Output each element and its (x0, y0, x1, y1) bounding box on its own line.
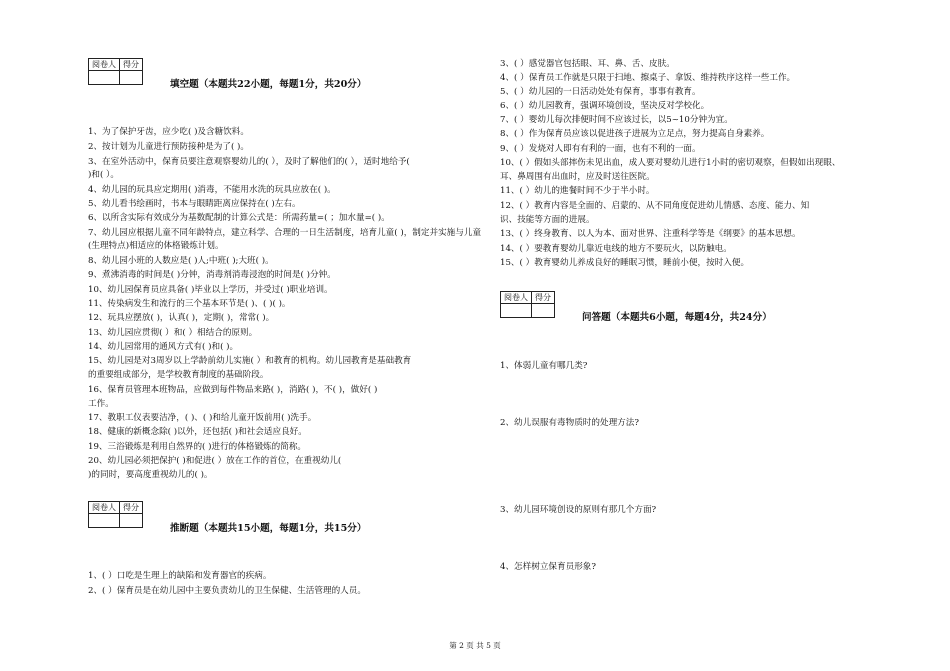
fill-line: 16、保育员管理本班物品，应做到每件物品来路( )，消路( )，不( )，做好( ) (88, 385, 378, 395)
score-label: 得分 (120, 502, 143, 514)
fill-section-title: 填空题（本题共22小题，每题1分，共20分） (170, 79, 367, 90)
qa-question: 1、体弱儿童有哪几类? (500, 361, 588, 371)
fill-line: 18、健康的新概念除( )以外，还包括( )和社会适应良好。 (88, 427, 307, 437)
score-box-judge (88, 501, 143, 528)
qa-section-title: 问答题（本题共6小题，每题4分，共24分） (582, 312, 772, 323)
score-box-qa (500, 291, 555, 318)
fill-line: 1、为了保护牙齿，应少吃( )及含糖饮料。 (88, 127, 249, 137)
reviewer-label: 阅卷人 (89, 502, 120, 514)
reviewer-cell[interactable] (501, 304, 532, 318)
reviewer-cell[interactable] (89, 514, 120, 528)
fill-line: 15、幼儿园是对3周岁以上学龄前幼儿实施( ）和教育的机构。幼儿园教育是基础教育 (88, 356, 412, 366)
judge-line: 14、( ）要教育婴幼儿靠近电线的地方不要玩火，以防触电。 (500, 244, 732, 254)
judge-line: 4、( ）保育员工作就是只限于扫地、擦桌子、拿饭、维持秩序这样一些工作。 (500, 73, 796, 83)
judge-line: 8、( ）作为保育员应该以促进孩子进展为立足点，努力提高自身素养。 (500, 129, 770, 139)
judge-line: 6、( ）幼儿园教育，强调环境创设，坚决反对学校化。 (500, 101, 710, 111)
fill-line: 5、幼儿看书绘画时，书本与眼睛距离应保持在( )左右。 (88, 199, 301, 209)
fill-line: 3、在室外活动中，保育员要注意观察婴幼儿的( ），及时了解他们的( ），适时地给予( (88, 157, 410, 167)
fill-line: 17、教职工仪表要洁净，( )、( )和给儿童开饭前用( )洗手。 (88, 413, 317, 423)
judge-line: 12、( ）教育内容是全面的、启蒙的、从不同角度促进幼儿情感、态度、能力、知 (500, 201, 810, 211)
judge-line: 7、( ）婴幼儿每次排便时间不应该过长，以5~10分钟为宜。 (500, 115, 733, 125)
judge-line: 10、( ）假如头部摔伤未见出血，成人要对婴幼儿进行1小时的密切观察，但假如出现眼、 (500, 158, 841, 168)
page-footer: 第 2 页 共 5 页 (449, 641, 501, 650)
fill-line: 9、煮沸消毒的时间是( )分钟，消毒剂消毒浸泡的时间是( )分钟。 (88, 270, 336, 280)
reviewer-cell[interactable] (89, 71, 120, 85)
judge-line: 13、( ）终身教育、以人为本、面对世界、注重科学等是《纲要》的基本思想。 (500, 229, 801, 239)
judge-line: 9、( ）发烧对人即有有利的一面，也有不利的一面。 (500, 144, 701, 154)
judge-line: 5、( ）幼儿园的一日活动处处有保育，事事有教育。 (500, 87, 701, 97)
fill-line: 8、幼儿园小班的人数应是( )人;中班( );大班( )。 (88, 256, 274, 266)
fill-line: 10、幼儿园保育员应具备( )毕业以上学历，并受过( )职业培训。 (88, 285, 333, 295)
fill-line: 2、按计划为儿童进行预防接种是为了( )。 (88, 142, 249, 152)
score-cell[interactable] (120, 71, 143, 85)
fill-line: 12、玩具应摆放( )，认真( )，定期( )，常常( )。 (88, 313, 275, 323)
judge-line: 11、( ）幼儿的進餐时间不少于半小时。 (500, 186, 655, 196)
fill-line: 工作。 (88, 399, 114, 409)
qa-question: 3、幼儿园环境创设的原则有那几个方面? (500, 505, 657, 515)
judge-line: 3、( ）感觉器官包括眼、耳、鼻、舌、皮肤。 (500, 59, 675, 69)
fill-line: 的重要组成部分，是学校教育制度的基础阶段。 (88, 370, 269, 380)
judge-section-title: 推断题（本题共15小题，每题1分，共15分） (170, 523, 367, 534)
fill-line: )和( ）。 (88, 170, 119, 180)
fill-line: 14、幼儿园常用的通风方式有( )和( )。 (88, 342, 239, 352)
qa-question: 4、怎样树立保育员形象? (500, 562, 597, 572)
score-label: 得分 (120, 59, 143, 71)
judge-line: 2、( ）保育员是在幼儿园中主要负责幼儿的卫生保健、生活管理的人员。 (88, 586, 366, 596)
fill-line: 4、幼儿园的玩具应定期用( )消毒，不能用水洗的玩具应放在( )。 (88, 185, 336, 195)
score-cell[interactable] (532, 304, 555, 318)
fill-line: )的同时，要高度重视幼儿的( )。 (88, 470, 213, 480)
judge-line: 耳、鼻周围有出血时，应及时送往医院。 (500, 172, 655, 182)
judge-line: 1、( ）口吃是生理上的缺陷和发育器官的疾病。 (88, 571, 272, 581)
fill-line: 7、幼儿园应根据儿童不同年龄特点，建立科学、合理的一日生活制度，培育儿童( )，制定并实施与儿童(生理特点)相适应的体格锻炼计划。 (88, 228, 482, 251)
fill-line: 19、三浴锻炼是利用自然界的( )进行的体格锻炼的简称。 (88, 442, 307, 452)
score-label: 得分 (532, 292, 555, 304)
qa-question: 2、幼儿误服有毒物质时的处理方法? (500, 418, 639, 428)
reviewer-label: 阅卷人 (501, 292, 532, 304)
score-cell[interactable] (120, 514, 143, 528)
fill-line: 11、传染病发生和流行的三个基本环节是( )、( )( )。 (88, 299, 291, 309)
reviewer-label: 阅卷人 (89, 59, 120, 71)
judge-line: 识、技能等方面的进展。 (500, 215, 595, 225)
fill-line: 20、幼儿园必须把保护( )和促进( ）放在工作的首位，在重视幼儿( (88, 456, 342, 466)
judge-line: 15、( ）教育婴幼儿养成良好的睡眠习惯，睡前小便，按时入便。 (500, 258, 750, 268)
score-box-fill (88, 58, 143, 85)
fill-line: 13、幼儿园应贯彻( ）和( ）相结合的原则。 (88, 328, 258, 338)
fill-line: 6、以所含实际有效成分为基数配制的计算公式是：所需药量=( ；加水量=( )。 (88, 213, 390, 223)
